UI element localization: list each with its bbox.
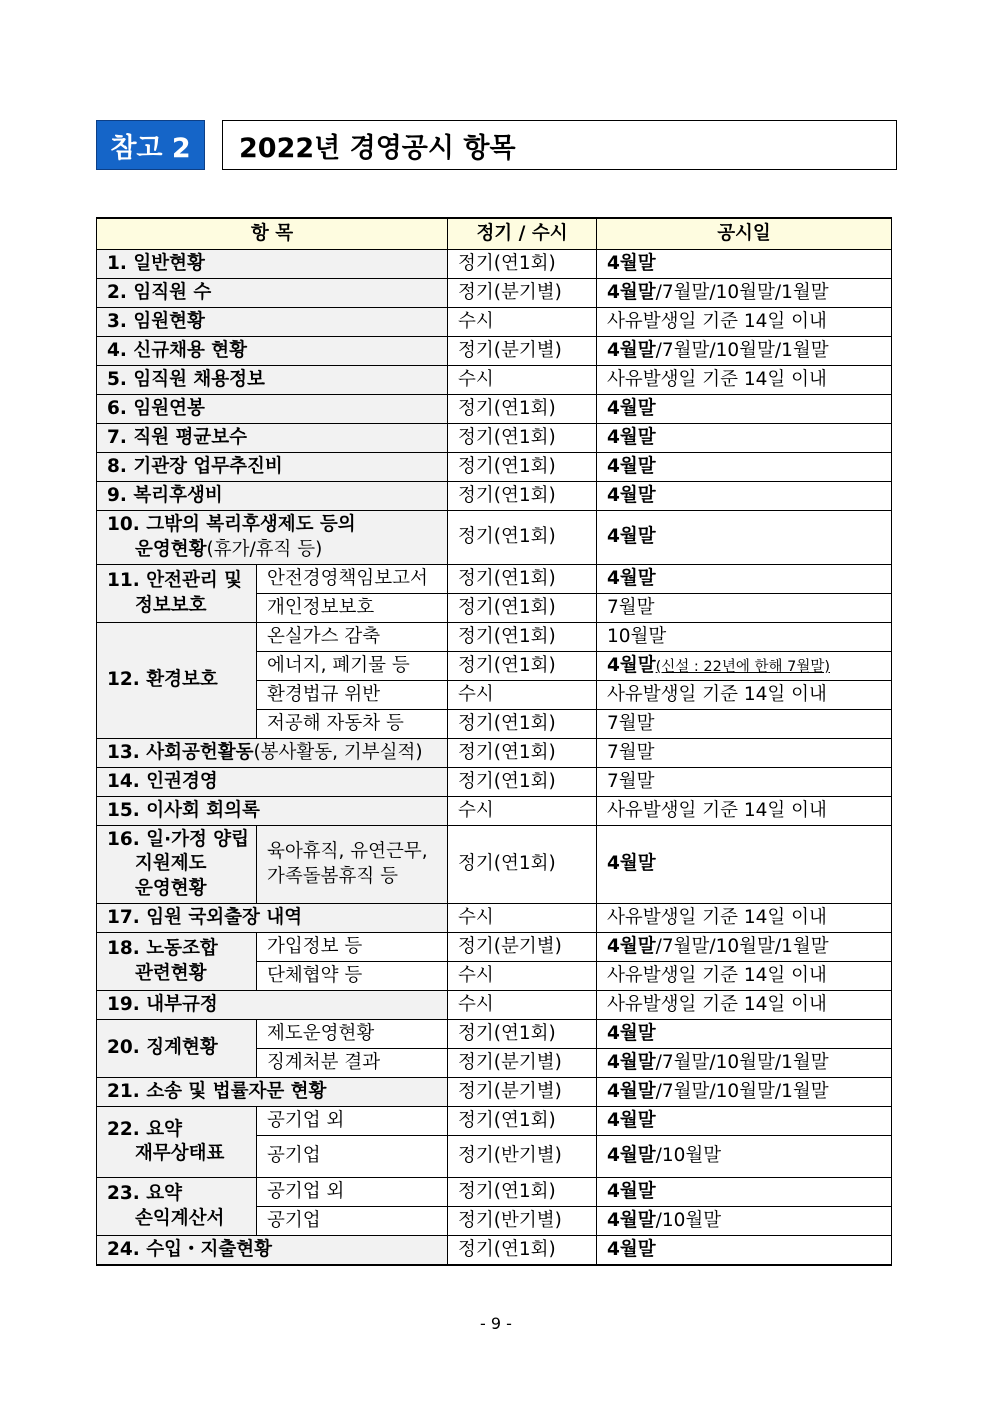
item-cell: 17. 임원 국외출장 내역 <box>97 904 448 933</box>
period-cell: 정기(분기별) <box>448 279 597 308</box>
period-cell: 정기(연1회) <box>448 453 597 482</box>
sub-item-cell: 안전경영책임보고서 <box>257 565 448 594</box>
date-cell: 사유발생일 기준 14일 이내 <box>597 962 892 991</box>
table-row <box>97 797 892 826</box>
table-row <box>97 623 892 652</box>
date-cell: 4월말/7월말/10월말/1월말 <box>597 1078 892 1107</box>
period-cell: 정기(분기별) <box>448 337 597 366</box>
table-row <box>97 366 892 395</box>
date-cell: 사유발생일 기준 14일 이내 <box>597 366 892 395</box>
sub-item-cell: 저공해 자동차 등 <box>257 710 448 739</box>
date-cell: 4월말 <box>597 1178 892 1207</box>
table-row <box>97 739 892 768</box>
sub-item-cell: 육아휴직, 유연근무, 가족돌봄휴직 등 <box>257 826 448 904</box>
table-row <box>97 565 892 594</box>
sub-item-cell: 징계처분 결과 <box>257 1049 448 1078</box>
column-header-period: 정기 / 수시 <box>448 218 597 250</box>
table-row <box>97 1107 892 1136</box>
sub-item-cell: 환경법규 위반 <box>257 681 448 710</box>
date-cell: 4월말 <box>597 511 892 565</box>
column-header-date: 공시일 <box>597 218 892 250</box>
period-cell: 수시 <box>448 962 597 991</box>
period-cell: 정기(연1회) <box>448 1107 597 1136</box>
period-cell: 수시 <box>448 681 597 710</box>
date-cell: 4월말/7월말/10월말/1월말 <box>597 337 892 366</box>
date-cell: 4월말 <box>597 482 892 511</box>
table-row <box>97 904 892 933</box>
period-cell: 정기(연1회) <box>448 739 597 768</box>
period-cell: 정기(분기별) <box>448 1078 597 1107</box>
page-number: - 9 - <box>480 1314 512 1333</box>
date-cell: 사유발생일 기준 14일 이내 <box>597 904 892 933</box>
period-cell: 수시 <box>448 991 597 1020</box>
period-cell: 정기(연1회) <box>448 395 597 424</box>
date-cell: 사유발생일 기준 14일 이내 <box>597 681 892 710</box>
table-row <box>97 991 892 1020</box>
item-cell: 24. 수입・지출현황 <box>97 1236 448 1266</box>
date-cell: 4월말/7월말/10월말/1월말 <box>597 279 892 308</box>
item-cell: 23. 요약 손익계산서 <box>97 1178 257 1236</box>
date-cell: 7월말 <box>597 768 892 797</box>
date-cell: 4월말 <box>597 395 892 424</box>
table-row <box>97 395 892 424</box>
date-cell: 4월말 <box>597 1107 892 1136</box>
sub-item-cell: 제도운영현황 <box>257 1020 448 1049</box>
table-row <box>97 826 892 904</box>
item-cell: 19. 내부규정 <box>97 991 448 1020</box>
date-cell: 7월말 <box>597 710 892 739</box>
item-cell: 13. 사회공헌활동(봉사활동, 기부실적) <box>97 739 448 768</box>
item-cell: 15. 이사회 회의록 <box>97 797 448 826</box>
period-cell: 수시 <box>448 797 597 826</box>
disclosure-table <box>96 217 892 1266</box>
date-cell: 10월말 <box>597 623 892 652</box>
period-cell: 정기(연1회) <box>448 768 597 797</box>
page-title: 2022년 경영공시 항목 <box>222 120 897 170</box>
column-header-item: 항 목 <box>97 218 448 250</box>
period-cell: 정기(연1회) <box>448 424 597 453</box>
period-cell: 수시 <box>448 308 597 337</box>
date-cell: 4월말/10월말 <box>597 1207 892 1236</box>
table-header-row <box>97 218 892 250</box>
table-row <box>97 1078 892 1107</box>
item-cell: 21. 소송 및 법률자문 현황 <box>97 1078 448 1107</box>
table-row <box>97 453 892 482</box>
date-cell: 4월말 <box>597 1236 892 1266</box>
period-cell: 정기(연1회) <box>448 511 597 565</box>
item-cell: 20. 징계현황 <box>97 1020 257 1078</box>
item-cell: 11. 안전관리 및 정보보호 <box>97 565 257 623</box>
period-cell: 정기(연1회) <box>448 594 597 623</box>
period-cell: 수시 <box>448 904 597 933</box>
date-cell: 4월말 <box>597 453 892 482</box>
item-cell: 1. 일반현황 <box>97 250 448 279</box>
sub-item-cell: 온실가스 감축 <box>257 623 448 652</box>
table-row <box>97 337 892 366</box>
period-cell: 정기(연1회) <box>448 710 597 739</box>
item-cell: 14. 인권경영 <box>97 768 448 797</box>
table-row <box>97 279 892 308</box>
period-cell: 정기(연1회) <box>448 1020 597 1049</box>
sub-item-cell: 공기업 외 <box>257 1178 448 1207</box>
period-cell: 정기(분기별) <box>448 933 597 962</box>
item-cell: 3. 임원현황 <box>97 308 448 337</box>
date-cell: 사유발생일 기준 14일 이내 <box>597 308 892 337</box>
period-cell: 정기(연1회) <box>448 482 597 511</box>
period-cell: 정기(반기별) <box>448 1136 597 1178</box>
item-cell: 9. 복리후생비 <box>97 482 448 511</box>
period-cell: 수시 <box>448 366 597 395</box>
sub-item-cell: 단체협약 등 <box>257 962 448 991</box>
date-cell: 7월말 <box>597 739 892 768</box>
item-cell: 4. 신규채용 현황 <box>97 337 448 366</box>
date-cell: 4월말/10월말 <box>597 1136 892 1178</box>
item-cell: 22. 요약 재무상태표 <box>97 1107 257 1178</box>
period-cell: 정기(연1회) <box>448 565 597 594</box>
sub-item-cell: 개인정보보호 <box>257 594 448 623</box>
date-cell: 4월말 <box>597 1020 892 1049</box>
item-cell: 12. 환경보호 <box>97 623 257 739</box>
table-row <box>97 933 892 962</box>
table-row <box>97 1020 892 1049</box>
item-cell: 6. 임원연봉 <box>97 395 448 424</box>
period-cell: 정기(연1회) <box>448 1178 597 1207</box>
date-cell: 4월말 <box>597 250 892 279</box>
period-cell: 정기(연1회) <box>448 826 597 904</box>
sub-item-cell: 에너지, 폐기물 등 <box>257 652 448 681</box>
sub-item-cell: 가입정보 등 <box>257 933 448 962</box>
table-row <box>97 768 892 797</box>
date-cell: 4월말 <box>597 565 892 594</box>
date-cell: 7월말 <box>597 594 892 623</box>
item-cell: 8. 기관장 업무추진비 <box>97 453 448 482</box>
date-cell: 사유발생일 기준 14일 이내 <box>597 991 892 1020</box>
date-cell: 4월말/7월말/10월말/1월말 <box>597 1049 892 1078</box>
sub-item-cell: 공기업 외 <box>257 1107 448 1136</box>
date-cell: 4월말 <box>597 424 892 453</box>
item-cell: 10. 그밖의 복리후생제도 등의 운영현황(휴가/휴직 등) <box>97 511 448 565</box>
item-cell: 7. 직원 평균보수 <box>97 424 448 453</box>
period-cell: 정기(반기별) <box>448 1207 597 1236</box>
date-cell: 4월말 <box>597 826 892 904</box>
table-row <box>97 250 892 279</box>
table-row <box>97 482 892 511</box>
table-row <box>97 424 892 453</box>
table-row <box>97 308 892 337</box>
table-row <box>97 511 892 565</box>
period-cell: 정기(분기별) <box>448 1049 597 1078</box>
date-cell: 4월말/7월말/10월말/1월말 <box>597 933 892 962</box>
item-cell: 18. 노동조합 관련현황 <box>97 933 257 991</box>
item-cell: 2. 임직원 수 <box>97 279 448 308</box>
sub-item-cell: 공기업 <box>257 1136 448 1178</box>
item-cell: 5. 임직원 채용정보 <box>97 366 448 395</box>
sub-item-cell: 공기업 <box>257 1207 448 1236</box>
period-cell: 정기(연1회) <box>448 1236 597 1266</box>
reference-badge: 참고 2 <box>96 120 205 170</box>
date-cell: 4월말(신설 : 22년에 한해 7월말) <box>597 652 892 681</box>
period-cell: 정기(연1회) <box>448 652 597 681</box>
table-row <box>97 1236 892 1266</box>
table-row <box>97 1178 892 1207</box>
item-cell: 16. 일·가정 양립 지원제도 운영현황 <box>97 826 257 904</box>
period-cell: 정기(연1회) <box>448 623 597 652</box>
date-cell: 사유발생일 기준 14일 이내 <box>597 797 892 826</box>
period-cell: 정기(연1회) <box>448 250 597 279</box>
